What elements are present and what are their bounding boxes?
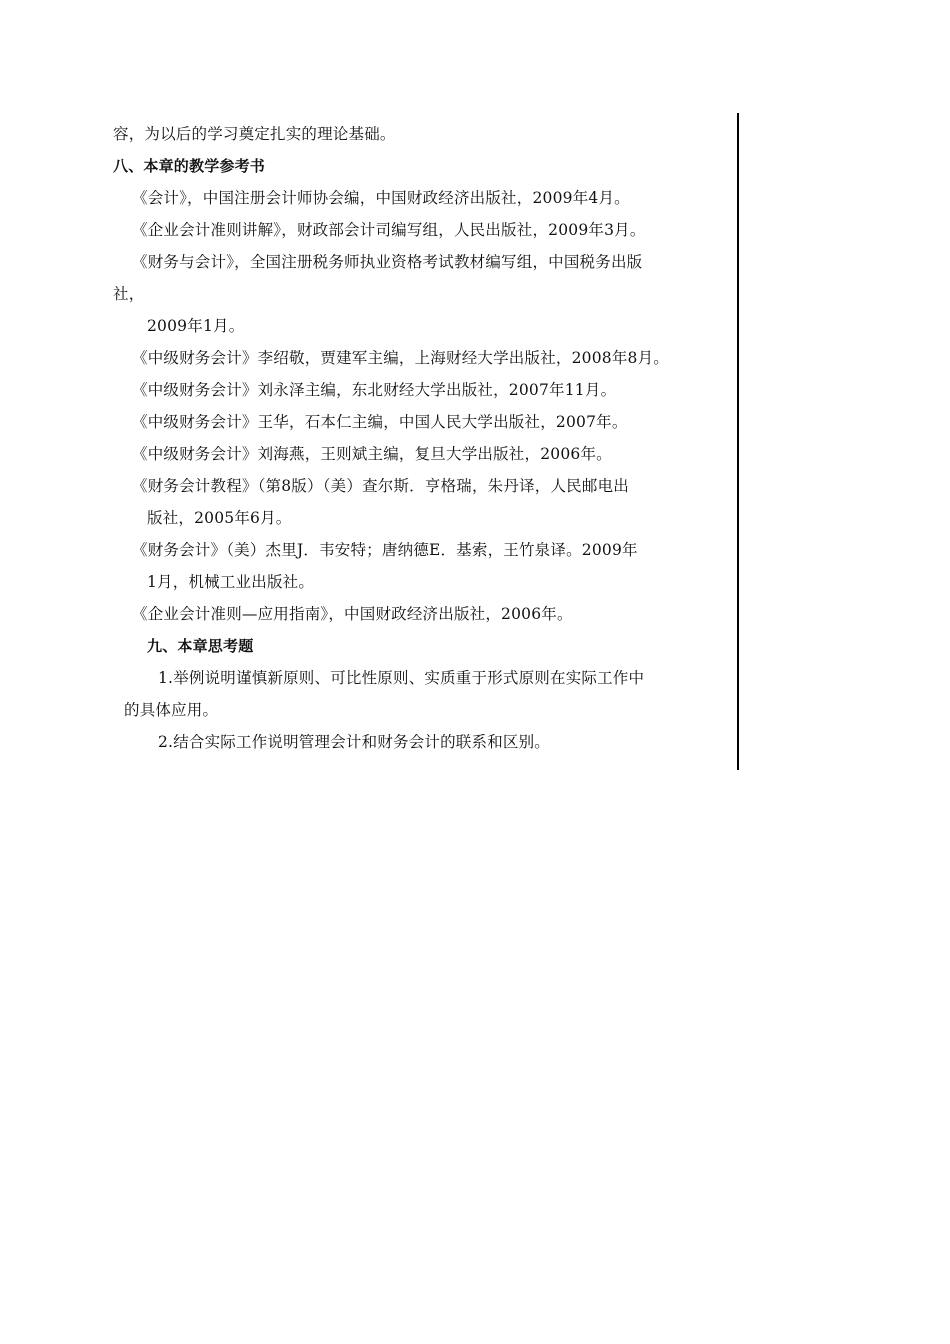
reference-item: 《财务会计》（美）杰里J．韦安特；唐纳德E．基索，王竹泉译。2009年 <box>132 541 638 559</box>
reference-item: 《财务与会计》，全国注册税务师执业资格考试教材编写组，中国税务出版 <box>132 253 643 271</box>
reference-item-continuation: 社， <box>113 285 145 303</box>
reference-item: 《财务会计教程》（第8版）（美）查尔斯．亨格瑞，朱丹译，人民邮电出 <box>132 477 629 495</box>
question-item-continuation: 的具体应用。 <box>124 701 219 719</box>
question-item: 1.举例说明谨慎新原则、可比性原则、实质重于形式原则在实际工作中 <box>158 669 645 687</box>
reference-item: 《企业会计准则—应用指南》，中国财政经济出版社，2006年。 <box>132 605 573 623</box>
reference-item-continuation: 1月，机械工业出版社。 <box>147 573 315 591</box>
section-heading-references: 八、本章的教学参考书 <box>113 157 266 175</box>
reference-item: 《企业会计准则讲解》，财政部会计司编写组，人民出版社，2009年3月。 <box>132 221 646 239</box>
question-item: 2.结合实际工作说明管理会计和财务会计的联系和区别。 <box>158 733 550 751</box>
section-heading-questions: 九、本章思考题 <box>147 637 254 655</box>
reference-item-continuation: 2009年1月。 <box>147 317 245 335</box>
paragraph-continuation: 容，为以后的学习奠定扎实的理论基础。 <box>113 125 396 143</box>
reference-item: 《会计》，中国注册会计师协会编，中国财政经济出版社，2009年4月。 <box>132 189 630 207</box>
reference-item-continuation: 版社，2005年6月。 <box>147 509 292 527</box>
vertical-rule <box>737 113 739 770</box>
reference-item: 《中级财务会计》刘海燕，王则斌主编，复旦大学出版社，2006年。 <box>132 445 612 463</box>
reference-item: 《中级财务会计》王华，石本仁主编，中国人民大学出版社，2007年。 <box>132 413 628 431</box>
reference-item: 《中级财务会计》李绍敬，贾建军主编，上海财经大学出版社，2008年8月。 <box>132 349 670 367</box>
reference-item: 《中级财务会计》刘永泽主编，东北财经大学出版社，2007年11月。 <box>132 381 617 399</box>
